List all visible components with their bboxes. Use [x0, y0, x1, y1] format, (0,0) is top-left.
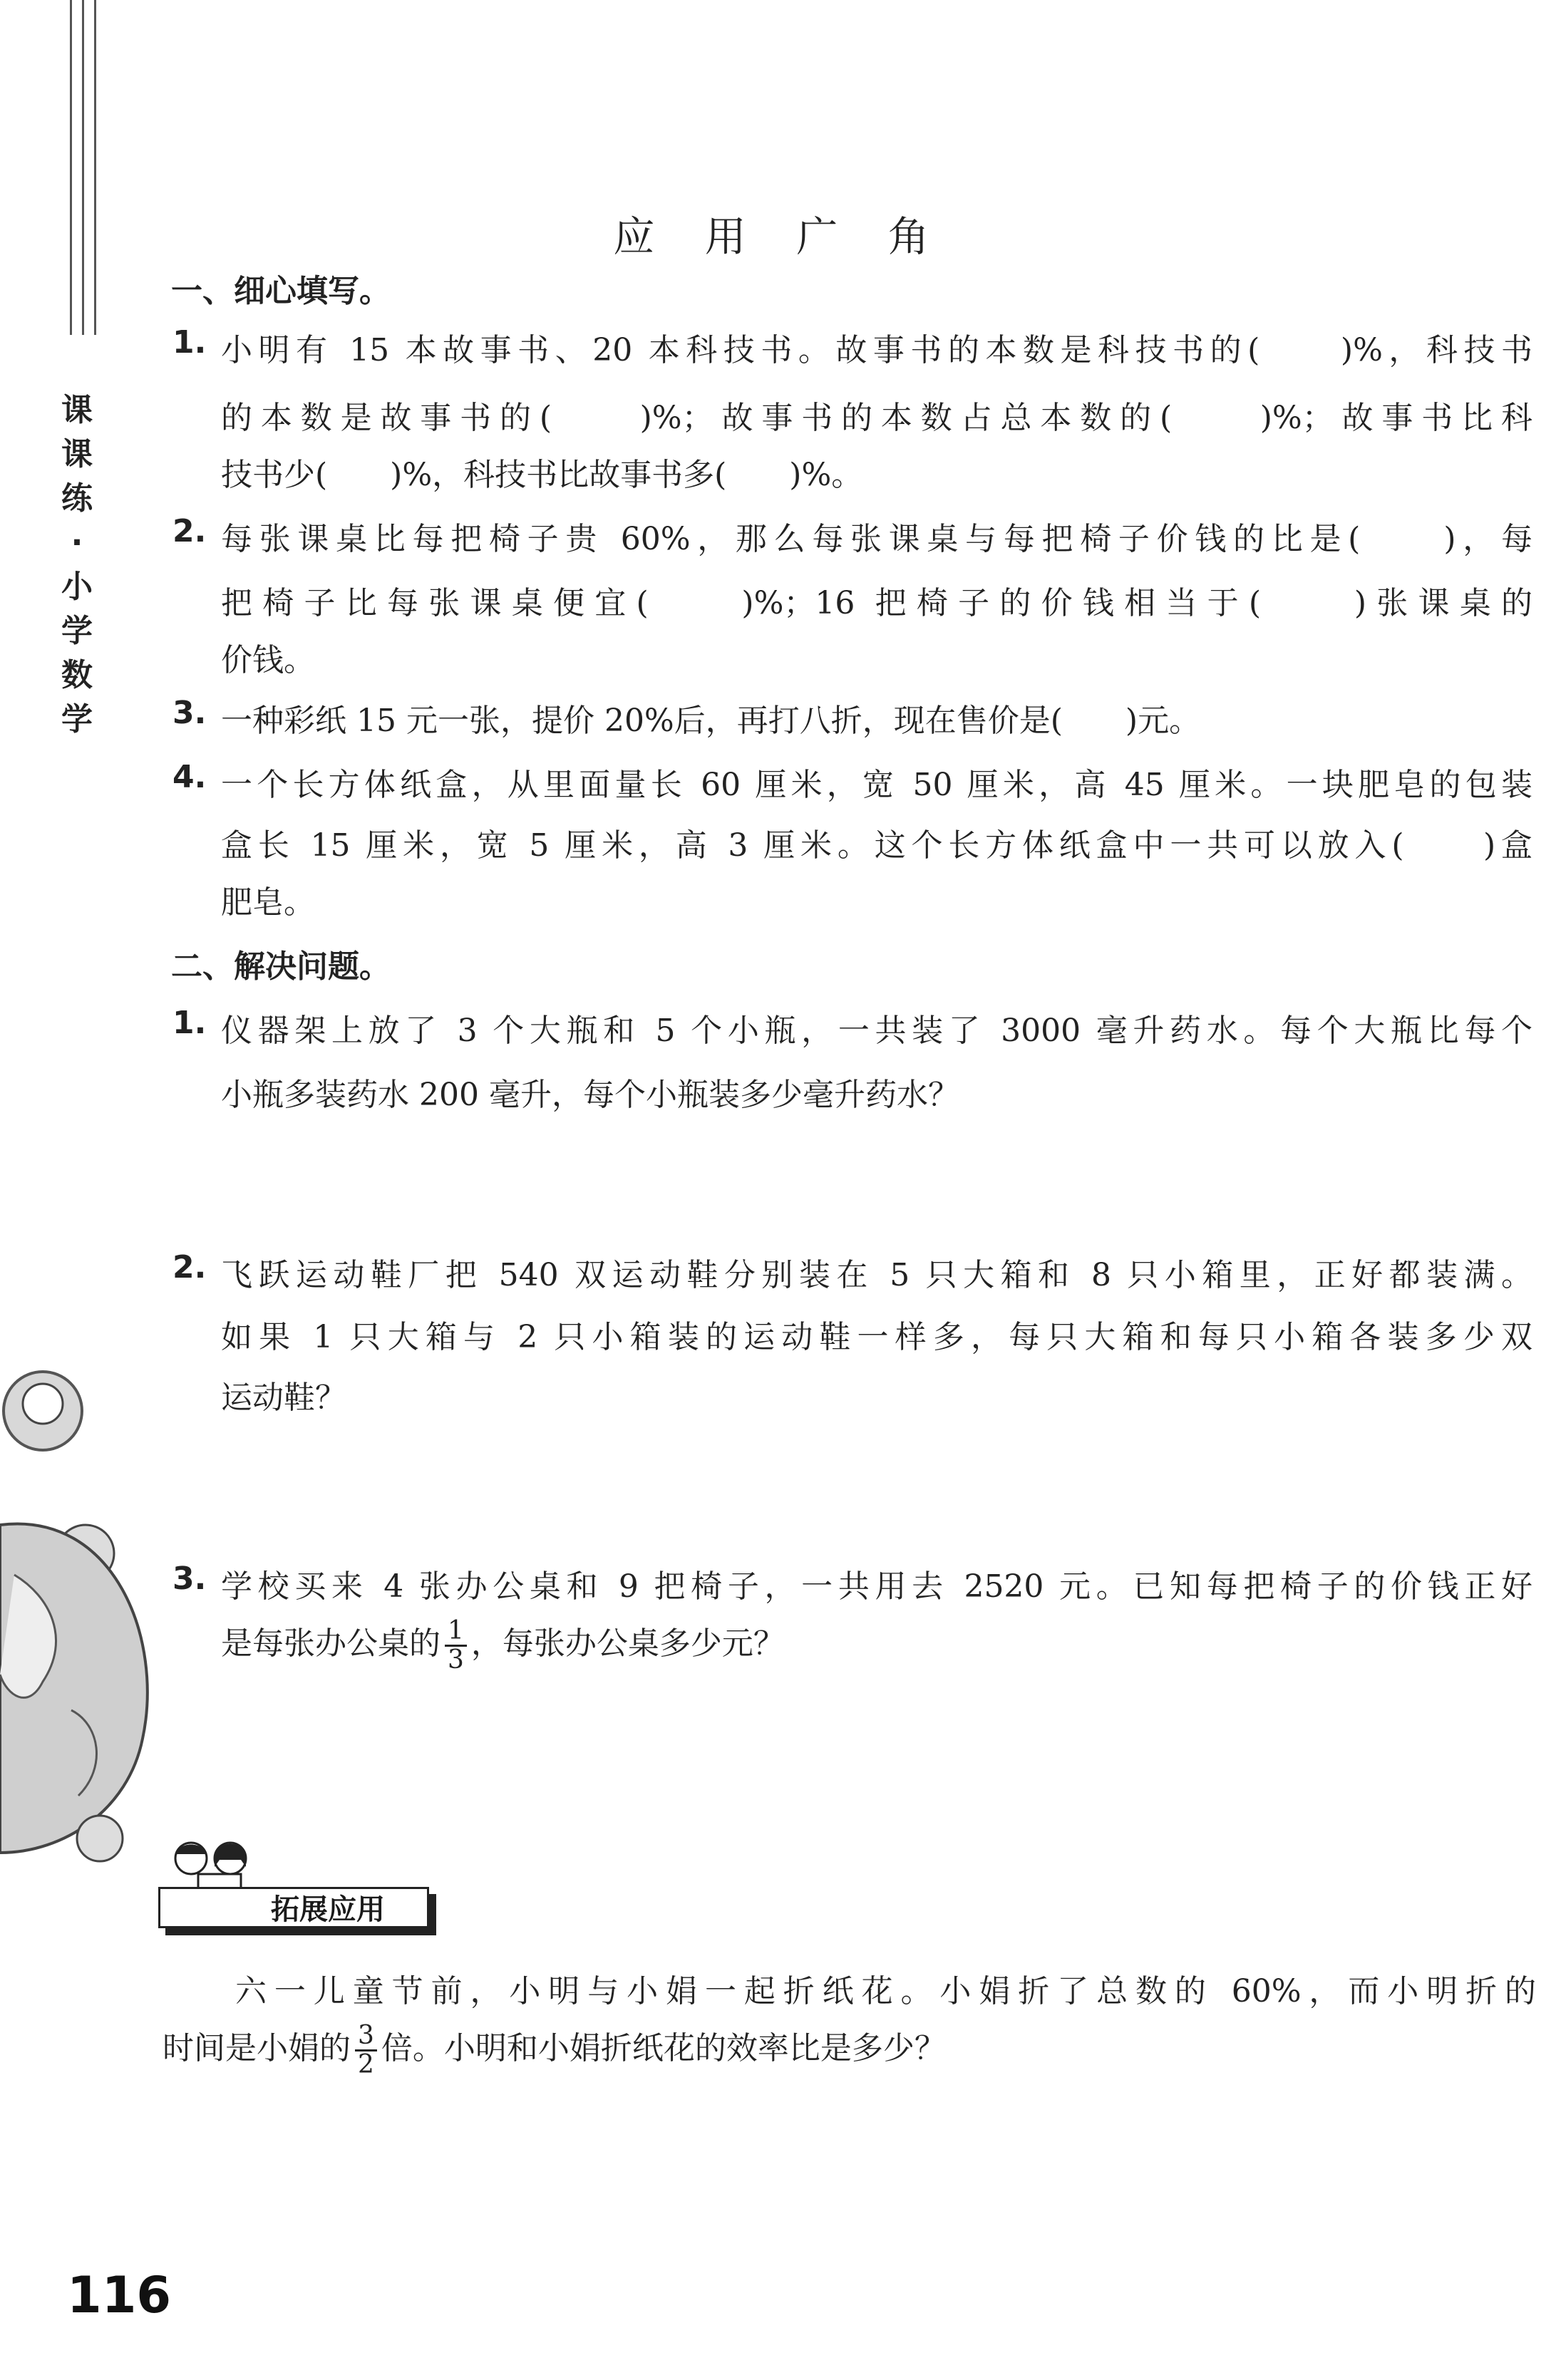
margin-rule — [70, 0, 72, 335]
extension-line-with-fraction: 时间是小娟的 $\frac{3}{2}$ 倍。小明和小娟折纸花的效率比是多少？ — [163, 2021, 946, 2079]
question-number: 2. — [172, 513, 207, 549]
question-line: 每张课桌比每把椅子贵 60%，那么每张课桌与每把椅子价钱的比是( )，每 — [221, 521, 1532, 557]
section-heading-solve: 二、解决问题。 — [171, 948, 391, 985]
question-line: 价钱。 — [221, 642, 315, 678]
question-line: 运动鞋？ — [221, 1380, 346, 1416]
question-line: 仪器架上放了 3 个大瓶和 5 个小瓶，一共装了 3000 毫升药水。每个大瓶比每个 — [221, 1013, 1532, 1049]
question-number: 3. — [172, 695, 207, 731]
question-line: 小明有 15 本故事书、20 本科技书。故事书的本数是科技书的( )%，科技书 — [221, 332, 1532, 368]
question-line: 一个长方体纸盒，从里面量长 60 厘米，宽 50 厘米，高 45 厘米。一块肥皂的包装 — [221, 767, 1532, 803]
question-number: 1. — [172, 1005, 207, 1041]
question-line: 盒长 15 厘米，宽 5 厘米，高 3 厘米。这个长方体纸盒中一共可以放入( )盒 — [221, 827, 1532, 864]
margin-rule — [94, 0, 96, 335]
question-line: 的本数是故事书的( )%；故事书的本数占总本数的( )%；故事书比科 — [221, 400, 1532, 436]
question-line: 飞跃运动鞋厂把 540 双运动鞋分别装在 5 只大箱和 8 只小箱里，正好都装满。 — [221, 1257, 1532, 1293]
section-heading-fill-in: 一、细心填写。 — [171, 273, 391, 309]
question-line: 学校买来 4 张办公桌和 9 把椅子，一共用去 2520 元。已知每把椅子的价钱正好 — [221, 1568, 1532, 1605]
question-line: 把椅子比每张课桌便宜( )%；16 把椅子的价钱相当于( )张课桌的 — [221, 585, 1532, 621]
question-line: 如果 1 只大箱与 2 只小箱装的运动鞋一样多，每只大箱和每只小箱各装多少双 — [221, 1319, 1532, 1355]
extension-line: 六一儿童节前，小明与小娟一起折纸花。小娟折了总数的 60%，而小明折的 — [235, 1973, 1536, 2009]
question-number: 3. — [172, 1561, 207, 1597]
question-number: 1. — [172, 324, 207, 361]
extension-badge: 拓展应用 — [158, 1887, 429, 1928]
children-globe-illustration — [0, 1340, 185, 1895]
page-title: 应 用 广 角 — [613, 212, 948, 261]
fraction: $\frac{1}{3}$ — [445, 1618, 467, 1674]
question-line: 一种彩纸 15 元一张，提价 20%后，再打八折，现在售价是( )元。 — [221, 703, 1201, 739]
question-number: 4. — [172, 759, 207, 795]
question-line-with-fraction: 是每张办公桌的 $\frac{1}{3}$ ，每张办公桌多少元？ — [221, 1616, 785, 1675]
question-line: 小瓶多装药水 200 毫升，每个小瓶装多少毫升药水？ — [221, 1077, 959, 1113]
question-line: 技书少( )%，科技书比故事书多( )%。 — [221, 457, 863, 493]
book-series-title: 课课练·小学数学 — [61, 392, 93, 738]
page-number: 116 — [67, 2266, 172, 2324]
question-number: 2. — [172, 1249, 207, 1285]
fraction: $\frac{3}{2}$ — [355, 2022, 377, 2079]
question-line: 肥皂。 — [221, 884, 315, 921]
margin-rule — [82, 0, 84, 335]
